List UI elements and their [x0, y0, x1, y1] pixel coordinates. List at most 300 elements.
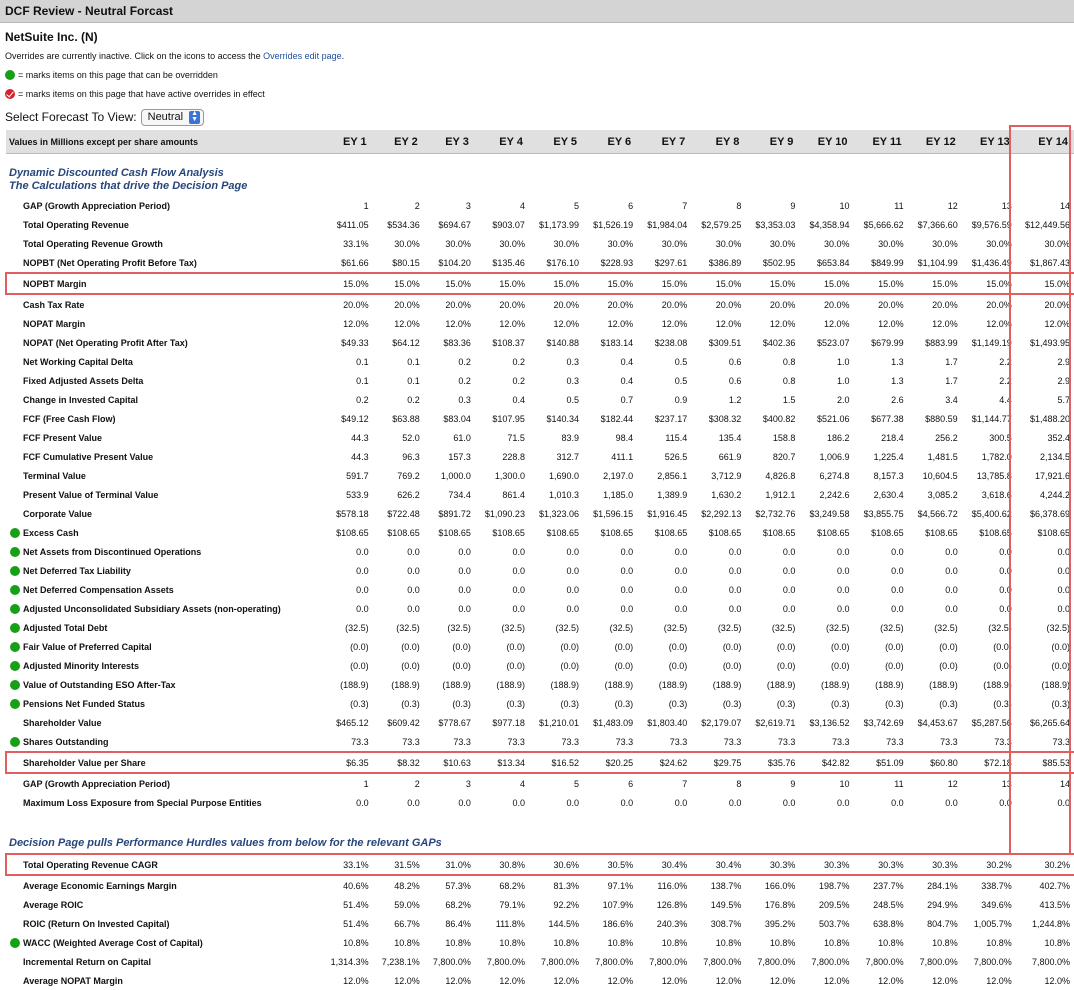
- table-cell: 0.6: [728, 375, 742, 386]
- table-cell: 0.0: [837, 546, 850, 557]
- table-cell: (0.3): [993, 698, 1012, 709]
- table-cell: $465.12: [336, 717, 369, 728]
- override-marker-icon[interactable]: [6, 618, 23, 637]
- table-cell: 0.0: [728, 565, 742, 576]
- table-cell: (0.0): [350, 660, 369, 671]
- table-cell: 0.2: [458, 375, 471, 386]
- table-cell: $883.99: [925, 337, 958, 348]
- green-dot-icon[interactable]: [10, 661, 20, 671]
- row-label: GAP (Growth Appreciation Period): [23, 778, 171, 789]
- table-cell: $6.35: [326, 752, 373, 773]
- table-cell: 20.0%: [661, 299, 688, 310]
- row-label: Average ROIC: [23, 899, 84, 910]
- table-cell: (32.5): [663, 622, 688, 633]
- table-cell: 1,010.3: [549, 489, 580, 500]
- green-dot-icon[interactable]: [10, 566, 20, 576]
- table-cell: (32.5): [880, 622, 904, 633]
- green-dot-icon[interactable]: [10, 938, 20, 948]
- table-cell: (0.0): [939, 660, 958, 671]
- table-cell: 98.4: [615, 432, 634, 443]
- marker-cell: [6, 773, 23, 793]
- table-cell: $237.17: [654, 413, 688, 424]
- table-cell: 7,800.0%: [919, 956, 958, 967]
- table-cell: 20.0%: [553, 299, 580, 310]
- legend-overridable-text: = marks items on this page that can be overridden: [18, 70, 218, 80]
- table-cell: 0.0: [566, 603, 580, 614]
- table-cell: 209.5%: [818, 899, 850, 910]
- row-label: Adjusted Minority Interests: [23, 660, 140, 671]
- row-label: Net Assets from Discontinued Operations: [23, 546, 202, 557]
- table-cell: 2,242.6: [819, 489, 850, 500]
- table-cell: 7,238.1%: [381, 956, 420, 967]
- table-cell: 10.8%: [878, 937, 904, 948]
- table-cell: $903.07: [492, 219, 525, 230]
- marker-cell: [6, 793, 23, 812]
- row-label: Average Economic Earnings Margin: [23, 880, 177, 891]
- table-cell: 12.0%: [343, 318, 369, 329]
- table-cell: 228.8: [502, 451, 525, 462]
- table-cell: 503.7%: [818, 918, 850, 929]
- table-cell: 0.0: [945, 797, 958, 808]
- table-cell: 0.0: [1057, 584, 1070, 595]
- override-marker-icon[interactable]: [6, 694, 23, 713]
- table-cell: (188.9): [929, 679, 958, 690]
- table-cell: (32.5): [826, 622, 850, 633]
- table-cell: 638.8%: [873, 918, 904, 929]
- override-marker-icon[interactable]: [6, 933, 23, 952]
- table-cell: 20.0%: [823, 299, 850, 310]
- table-cell: 7,800.0%: [811, 956, 850, 967]
- table-cell: 1,630.2: [711, 489, 742, 500]
- green-dot-icon[interactable]: [10, 604, 20, 614]
- table-cell: $49.12: [341, 413, 369, 424]
- table-row: [6, 294, 1074, 314]
- table-cell: 0.0: [891, 546, 904, 557]
- table-cell: 0.0: [407, 584, 420, 595]
- table-cell: $83.04: [443, 413, 471, 424]
- green-dot-icon[interactable]: [10, 680, 20, 690]
- table-cell: 12.0%: [986, 975, 1012, 986]
- table-cell: 626.2: [397, 489, 420, 500]
- table-cell: 1,389.9: [657, 489, 688, 500]
- table-cell: 15.0%: [691, 273, 745, 294]
- table-cell: 1,300.0: [494, 470, 525, 481]
- table-cell: $2,732.76: [755, 508, 796, 519]
- table-row: [6, 234, 1074, 253]
- table-cell: $4,453.67: [917, 717, 958, 728]
- table-cell: (188.9): [1041, 679, 1070, 690]
- table-cell: 0.3: [566, 356, 580, 367]
- row-label: Net Deferred Compensation Assets: [23, 584, 174, 595]
- table-cell: 4,826.8: [765, 470, 796, 481]
- table-cell: $35.76: [745, 752, 799, 773]
- table-cell: $386.89: [708, 257, 742, 268]
- table-row: [6, 773, 1074, 793]
- table-cell: 284.1%: [927, 880, 958, 891]
- table-cell: 12.0%: [932, 975, 958, 986]
- marker-cell: [6, 352, 23, 371]
- table-cell: 13: [1001, 778, 1012, 789]
- table-cell: 0.0: [512, 546, 525, 557]
- table-cell: 0.0: [837, 603, 850, 614]
- table-cell: 2: [414, 200, 420, 211]
- column-header: EY 2: [373, 130, 424, 154]
- table-cell: (0.0): [668, 660, 688, 671]
- table-cell: 0.0: [356, 565, 369, 576]
- row-label: NOPBT Margin: [23, 273, 326, 294]
- table-cell: 0.0: [1057, 797, 1070, 808]
- table-row: [6, 971, 1074, 990]
- table-cell: 10.8%: [661, 937, 688, 948]
- table-cell: 0.0: [620, 546, 634, 557]
- section-header-hurdles: [6, 812, 1074, 854]
- row-label: Total Operating Revenue Growth: [23, 238, 163, 249]
- table-cell: 1,481.5: [927, 451, 958, 462]
- table-cell: 0.5: [674, 375, 688, 386]
- table-cell: 0.9: [674, 394, 688, 405]
- table-cell: (0.0): [939, 641, 958, 652]
- table-cell: $778.67: [438, 717, 471, 728]
- table-cell: 6: [628, 778, 634, 789]
- green-dot-icon[interactable]: [10, 528, 20, 538]
- table-cell: $4,358.94: [809, 219, 850, 230]
- table-cell: $72.18: [962, 752, 1016, 773]
- table-cell: (32.5): [396, 622, 420, 633]
- table-cell: 73.3: [453, 736, 471, 747]
- table-cell: 2,856.1: [657, 470, 688, 481]
- table-cell: $104.20: [438, 257, 471, 268]
- table-cell: 30.0%: [499, 238, 525, 249]
- column-header: EY 1: [326, 130, 373, 154]
- override-marker-icon[interactable]: [6, 637, 23, 656]
- table-cell: $108.65: [708, 527, 742, 538]
- table-cell: 10.8%: [1044, 937, 1070, 948]
- window-title: DCF Review - Neutral Forcast: [0, 0, 1074, 23]
- table-cell: 526.5: [664, 451, 688, 462]
- table-cell: $2,619.71: [755, 717, 796, 728]
- overrides-note-tail: .: [341, 51, 345, 61]
- table-cell: $42.82: [799, 752, 853, 773]
- table-cell: 0.0: [512, 797, 525, 808]
- marker-cell: [6, 485, 23, 504]
- table-cell: 8: [736, 778, 742, 789]
- table-cell: 149.5%: [710, 899, 742, 910]
- legend-active: [5, 87, 1074, 101]
- table-cell: 1,005.7%: [973, 918, 1012, 929]
- table-cell: 861.4: [502, 489, 525, 500]
- section-title: Decision Page pulls Performance Hurdles values from below for the relevant GAPs: [9, 837, 442, 849]
- column-header: EY 7: [637, 130, 691, 154]
- table-cell: (32.5): [447, 622, 471, 633]
- table-cell: 0.1: [407, 375, 420, 386]
- override-marker-icon[interactable]: [6, 675, 23, 694]
- table-cell: 0.4: [620, 375, 634, 386]
- table-cell: 218.4: [881, 432, 904, 443]
- table-cell: $108.65: [336, 527, 369, 538]
- table-cell: $891.72: [438, 508, 471, 519]
- marker-cell: [6, 215, 23, 234]
- table-cell: 20.0%: [769, 299, 796, 310]
- overrides-note-text: Overrides are currently inactive. Click on the icons to access the: [5, 51, 264, 61]
- table-cell: 20.0%: [986, 299, 1012, 310]
- table-cell: 9: [790, 200, 796, 211]
- table-cell: 12.0%: [823, 975, 850, 986]
- table-cell: 12: [947, 200, 958, 211]
- table-cell: (188.9): [442, 679, 471, 690]
- table-cell: 57.3%: [445, 880, 471, 891]
- table-cell: 413.5%: [1039, 899, 1070, 910]
- table-cell: 30.3%: [854, 854, 908, 875]
- green-dot-icon[interactable]: [10, 642, 20, 652]
- table-cell: 0.0: [891, 603, 904, 614]
- table-cell: (0.3): [1051, 698, 1070, 709]
- marker-cell: [6, 390, 23, 409]
- table-cell: 97.1%: [607, 880, 634, 891]
- column-header: EY 3: [424, 130, 475, 154]
- table-cell: 73.3: [669, 736, 688, 747]
- table-cell: 0.0: [728, 584, 742, 595]
- override-marker-icon[interactable]: [6, 599, 23, 618]
- table-cell: (0.0): [831, 660, 850, 671]
- override-marker-icon[interactable]: [6, 523, 23, 542]
- table-cell: 20.0%: [607, 299, 634, 310]
- table-cell: 30.0%: [986, 238, 1012, 249]
- table-cell: $228.93: [600, 257, 634, 268]
- table-cell: 73.3: [1052, 736, 1070, 747]
- table-cell: 0.0: [1057, 603, 1070, 614]
- table-cell: 14: [1059, 778, 1070, 789]
- table-cell: $411.05: [336, 219, 369, 230]
- table-cell: 81.3%: [553, 880, 580, 891]
- table-cell: $108.65: [387, 527, 420, 538]
- table-row: [6, 428, 1074, 447]
- green-dot-icon[interactable]: [10, 699, 20, 709]
- table-row: [6, 273, 1074, 294]
- row-label: Excess Cash: [23, 527, 79, 538]
- table-cell: 12.0%: [445, 318, 471, 329]
- table-cell: 248.5%: [873, 899, 904, 910]
- green-dot-icon[interactable]: [10, 547, 20, 557]
- table-row: [6, 854, 1074, 875]
- table-row: [6, 599, 1074, 618]
- marker-cell: [6, 253, 23, 273]
- marker-cell: [6, 914, 23, 933]
- table-cell: 8: [736, 200, 742, 211]
- table-cell: 73.3: [940, 736, 958, 747]
- table-cell: 411.1: [611, 451, 634, 462]
- table-row: [6, 914, 1074, 933]
- table-cell: (0.0): [1051, 660, 1070, 671]
- table-cell: 12: [947, 778, 958, 789]
- table-cell: 1,314.3%: [330, 956, 369, 967]
- table-cell: (32.5): [771, 622, 796, 633]
- table-cell: 33.1%: [343, 238, 369, 249]
- table-cell: $238.08: [654, 337, 688, 348]
- column-header: EY 8: [691, 130, 745, 154]
- table-cell: 734.4: [448, 489, 471, 500]
- row-label: Terminal Value: [23, 470, 86, 481]
- table-cell: 61.0: [453, 432, 471, 443]
- table-cell: 7,800.0%: [973, 956, 1012, 967]
- table-cell: (0.3): [668, 698, 688, 709]
- table-cell: $722.48: [387, 508, 420, 519]
- table-cell: 0.4: [512, 394, 525, 405]
- table-cell: 30.3%: [745, 854, 799, 875]
- green-dot-icon[interactable]: [10, 585, 20, 595]
- table-cell: $3,742.69: [863, 717, 904, 728]
- table-cell: $108.65: [438, 527, 471, 538]
- table-cell: 51.4%: [343, 899, 369, 910]
- table-cell: 4.4: [999, 394, 1012, 405]
- table-cell: 30.0%: [1044, 238, 1070, 249]
- table-cell: 0.0: [728, 546, 742, 557]
- column-header: EY 13: [962, 130, 1016, 154]
- table-cell: 30.4%: [691, 854, 745, 875]
- table-cell: 30.6%: [529, 854, 583, 875]
- table-cell: $108.65: [925, 527, 958, 538]
- table-cell: 0.0: [782, 797, 796, 808]
- override-marker-icon[interactable]: [6, 542, 23, 561]
- table-cell: 0.0: [512, 565, 525, 576]
- table-cell: $10.63: [424, 752, 475, 773]
- table-cell: 30.0%: [394, 238, 420, 249]
- table-row: [6, 390, 1074, 409]
- marker-cell: [6, 428, 23, 447]
- table-cell: (0.0): [885, 641, 904, 652]
- table-cell: 3,618.6: [981, 489, 1012, 500]
- column-header: EY 12: [908, 130, 962, 154]
- table-row: [6, 333, 1074, 352]
- table-cell: 10.8%: [445, 937, 471, 948]
- table-cell: $9,576.59: [971, 219, 1012, 230]
- table-cell: $6,265.64: [1029, 717, 1070, 728]
- table-cell: 31.0%: [424, 854, 475, 875]
- table-cell: 158.8: [772, 432, 796, 443]
- table-cell: 8,157.3: [873, 470, 904, 481]
- table-cell: 33.1%: [326, 854, 373, 875]
- table-row: [6, 371, 1074, 390]
- row-label: Fair Value of Preferred Capital: [23, 641, 152, 652]
- table-cell: 59.0%: [394, 899, 420, 910]
- table-cell: 126.8%: [656, 899, 688, 910]
- row-label: Shareholder Value: [23, 717, 102, 728]
- row-label: Shares Outstanding: [23, 736, 109, 747]
- table-cell: (0.0): [560, 641, 580, 652]
- table-cell: $108.65: [654, 527, 688, 538]
- table-cell: 0.0: [674, 565, 688, 576]
- override-marker-icon[interactable]: [6, 561, 23, 580]
- table-cell: 1,244.8%: [1031, 918, 1070, 929]
- table-row: [6, 875, 1074, 895]
- table-row: [6, 352, 1074, 371]
- table-cell: $4,566.72: [917, 508, 958, 519]
- table-cell: 0.0: [728, 603, 742, 614]
- table-cell: $108.65: [546, 527, 580, 538]
- table-cell: 0.0: [837, 797, 850, 808]
- table-cell: 4: [519, 778, 525, 789]
- table-cell: 10.8%: [932, 937, 958, 948]
- marker-cell: [6, 854, 23, 875]
- table-cell: 0.0: [999, 797, 1012, 808]
- row-label: FCF (Free Cash Flow): [23, 413, 116, 424]
- table-row: [6, 752, 1074, 773]
- table-cell: 15.0%: [583, 273, 637, 294]
- table-cell: (0.0): [993, 660, 1012, 671]
- override-marker-icon[interactable]: [6, 732, 23, 752]
- table-cell: $1,596.15: [593, 508, 634, 519]
- marker-cell: [6, 294, 23, 314]
- green-dot-icon[interactable]: [10, 737, 20, 747]
- table-cell: 7,800.0%: [432, 956, 471, 967]
- green-dot-icon[interactable]: [10, 623, 20, 633]
- table-cell: 1: [363, 200, 369, 211]
- marker-cell: [6, 273, 23, 294]
- table-cell: 7,800.0%: [649, 956, 688, 967]
- table-cell: 1,006.9: [819, 451, 850, 462]
- table-cell: $1,104.99: [917, 257, 958, 268]
- table-cell: (188.9): [604, 679, 634, 690]
- table-cell: $2,579.25: [701, 219, 742, 230]
- table-cell: $16.52: [529, 752, 583, 773]
- table-cell: 186.2: [826, 432, 850, 443]
- table-cell: (32.5): [717, 622, 742, 633]
- table-cell: 1.3: [891, 375, 904, 386]
- table-cell: 0.5: [566, 394, 580, 405]
- table-cell: $677.38: [871, 413, 904, 424]
- table-cell: (0.0): [401, 660, 420, 671]
- table-cell: (188.9): [820, 679, 850, 690]
- table-cell: 0.0: [891, 797, 904, 808]
- table-row: [6, 637, 1074, 656]
- table-cell: 1.0: [837, 375, 850, 386]
- table-cell: (0.0): [614, 660, 634, 671]
- table-cell: 0.0: [620, 584, 634, 595]
- forecast-select[interactable]: [141, 109, 204, 126]
- table-cell: (0.0): [993, 641, 1012, 652]
- overrides-edit-link[interactable]: Overrides edit page: [263, 51, 342, 61]
- override-marker-icon[interactable]: [6, 580, 23, 599]
- table-cell: 6: [628, 200, 634, 211]
- table-cell: (0.3): [722, 698, 742, 709]
- table-cell: 15.0%: [529, 273, 583, 294]
- row-label: Pensions Net Funded Status: [23, 698, 146, 709]
- company-name: NetSuite Inc. (N): [5, 30, 98, 44]
- table-cell: 52.0: [402, 432, 420, 443]
- row-label: Change in Invested Capital: [23, 394, 139, 405]
- table-cell: $80.15: [392, 257, 420, 268]
- row-label: Total Operating Revenue CAGR: [23, 854, 326, 875]
- table-cell: $29.75: [691, 752, 745, 773]
- table-cell: 9: [790, 778, 796, 789]
- table-cell: 0.0: [837, 584, 850, 595]
- table-cell: 138.7%: [710, 880, 742, 891]
- table-cell: 12.0%: [878, 975, 904, 986]
- row-label: Adjusted Total Debt: [23, 622, 108, 633]
- table-cell: 186.6%: [602, 918, 634, 929]
- override-marker-icon[interactable]: [6, 656, 23, 675]
- table-cell: 73.3: [402, 736, 420, 747]
- table-row: [6, 253, 1074, 273]
- table-cell: 1.0: [837, 356, 850, 367]
- row-label: Fixed Adjusted Assets Delta: [23, 375, 144, 386]
- row-label: ROIC (Return On Invested Capital): [23, 918, 170, 929]
- table-cell: 4,244.2: [1039, 489, 1070, 500]
- table-cell: 31.5%: [373, 854, 424, 875]
- table-cell: 338.7%: [981, 880, 1012, 891]
- row-label: NOPAT Margin: [23, 318, 86, 329]
- table-cell: $1,493.95: [1029, 337, 1070, 348]
- table-cell: $1,483.09: [593, 717, 634, 728]
